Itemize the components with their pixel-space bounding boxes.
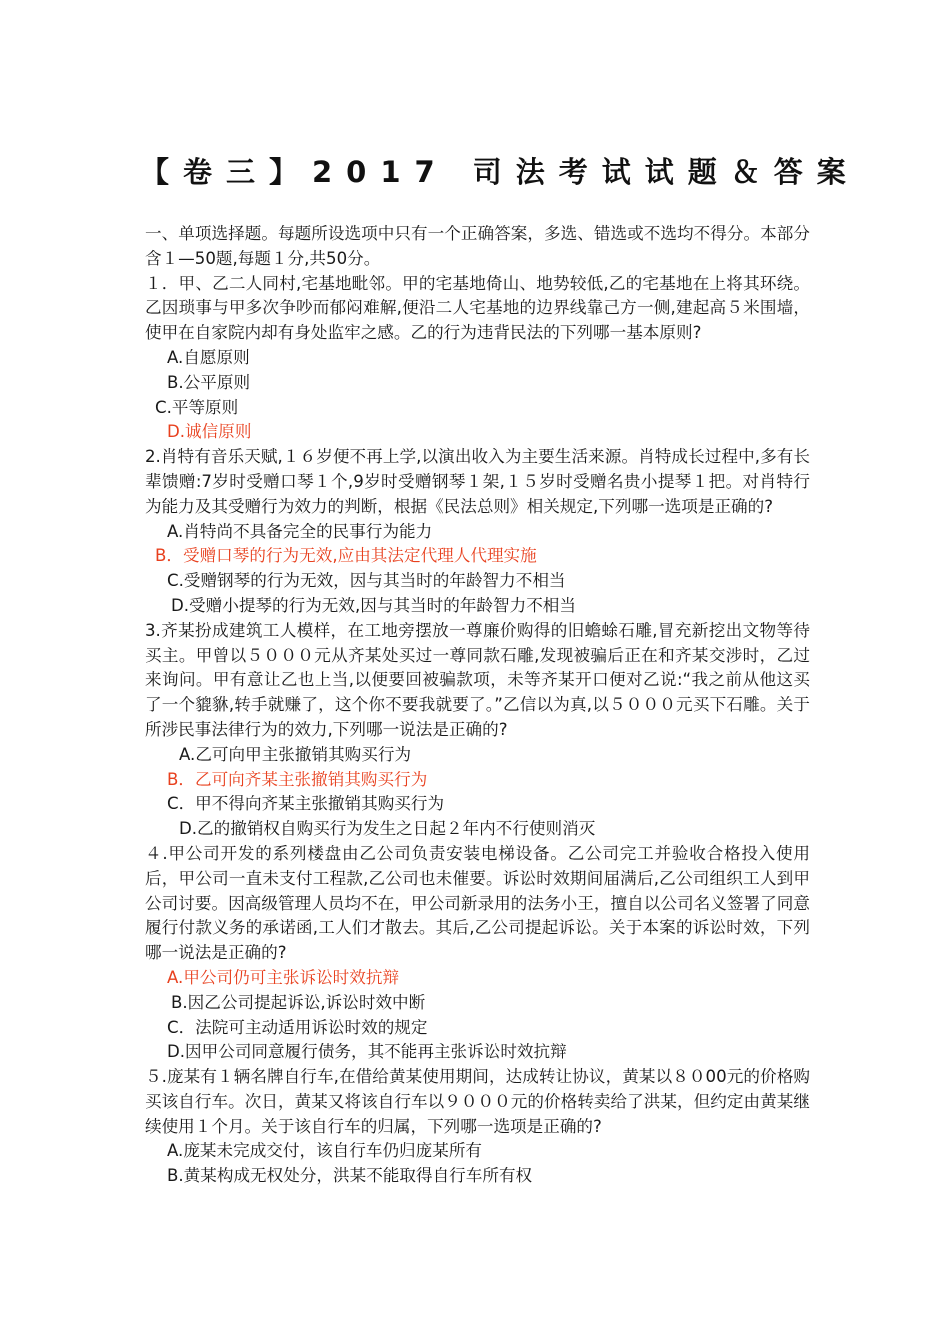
q1-option-d-answer: D.诚信原则	[167, 422, 252, 442]
q4-option-c: C．法院可主动适用诉讼时效的规定	[167, 1017, 428, 1037]
q3-option-c: C．甲不得向齐某主张撤销其购买行为	[167, 794, 445, 814]
document-body	[145, 222, 810, 1189]
question-5: ５.庞某有１辆名牌自行车,在借给黄某使用期间，达成转让协议，黄某以８０00元的价格购买该自行车。次日，黄某又将该自行车以９０００元的价格转卖给了洪某，但约定由黄某继续使用１个月。关于该自行车的归属，下列哪一选项是正确的?	[145, 1067, 810, 1136]
question-2: 2.肖特有音乐天赋,１６岁便不再上学,以演出收入为主要生活来源。肖特成长过程中,多有长辈馈赠:7岁时受赠口琴１个,9岁时受赠钢琴１架,１５岁时受赠名贵小提琴１把。对肖特行为能力及其受赠行为效力的判断，根据《民法总则》相关规定,下列哪一选项是正确的?	[145, 447, 810, 516]
q5-option-b: B.黄某构成无权处分，洪某不能取得自行车所有权	[167, 1166, 533, 1186]
q4-option-d: D.因甲公司同意履行债务，其不能再主张诉讼时效抗辩	[167, 1042, 567, 1062]
page-title: 【卷三】2017 司法考试试题＆答案	[140, 155, 860, 189]
q4-option-b: B.因乙公司提起诉讼,诉讼时效中断	[171, 992, 426, 1012]
section-intro: 一、单项选择题。每题所设选项中只有一个正确答案，多选、错选或不选均不得分。本部分含１—50题,每题１分,共50分。	[145, 224, 810, 268]
q5-option-a: A.庞某未完成交付，该自行车仍归庞某所有	[167, 1141, 483, 1161]
q4-option-a-answer: A.甲公司仍可主张诉讼时效抗辩	[167, 967, 400, 987]
question-1: １．甲、乙二人同村,宅基地毗邻。甲的宅基地倚山、地势较低,乙的宅基地在上将其环绕。乙因琐事与甲多次争吵而郁闷难解,便沿二人宅基地的边界线靠己方一侧,建起高５米围墙，使甲在自家院内却有身处监牢之感。乙的行为违背民法的下列哪一基本原则?	[145, 273, 810, 343]
question-3: 3.齐某扮成建筑工人模样，在工地旁摆放一尊廉价购得的旧蟾蜍石雕,冒充新挖出文物等待买主。甲曾以５０００元从齐某处买过一尊同款石雕,发现被骗后正在和齐某交涉时，乙过来询问。甲有意让乙也上当,以便要回被骗款项，未等齐某开口便对乙说:“我之前从他这买了一个貔貅,转手就赚了，这个你不要我就要了。”乙信以为真,以５０００元买下石雕。关于所涉民事法律行为的效力,下列哪一说法是正确的?	[145, 620, 810, 739]
q3-option-a: A.乙可向甲主张撤销其购买行为	[179, 744, 412, 764]
question-4: ４.甲公司开发的系列楼盘由乙公司负责安装电梯设备。乙公司完工并验收合格投入使用后，甲公司一直未支付工程款,乙公司也未催要。诉讼时效期间届满后,乙公司组织工人到甲公司讨要。因高级管理人员均不在，甲公司新录用的法务小王，擅自以公司名义签署了同意履行付款义务的承诺函,工人们才散去。其后,乙公司提起诉讼。关于本案的诉讼时效，下列哪一说法是正确的?	[145, 843, 810, 963]
q3-option-b-answer: B．乙可向齐某主张撤销其购买行为	[167, 769, 428, 789]
q1-option-c: C.平等原则	[155, 397, 239, 417]
q1-option-b: B.公平原则	[167, 372, 251, 392]
q2-option-a: A.肖特尚不具备完全的民事行为能力	[167, 521, 433, 541]
q2-option-c: C.受赠钢琴的行为无效，因与其当时的年龄智力不相当	[167, 571, 566, 591]
q2-option-d: D.受赠小提琴的行为无效,因与其当时的年龄智力不相当	[171, 595, 576, 615]
q3-option-d: D.乙的撤销权自购买行为发生之日起２年内不行使则消灭	[179, 819, 596, 839]
q2-option-b-answer: B．受赠口琴的行为无效,应由其法定代理人代理实施	[155, 546, 537, 566]
q1-option-a: A.自愿原则	[167, 347, 250, 367]
